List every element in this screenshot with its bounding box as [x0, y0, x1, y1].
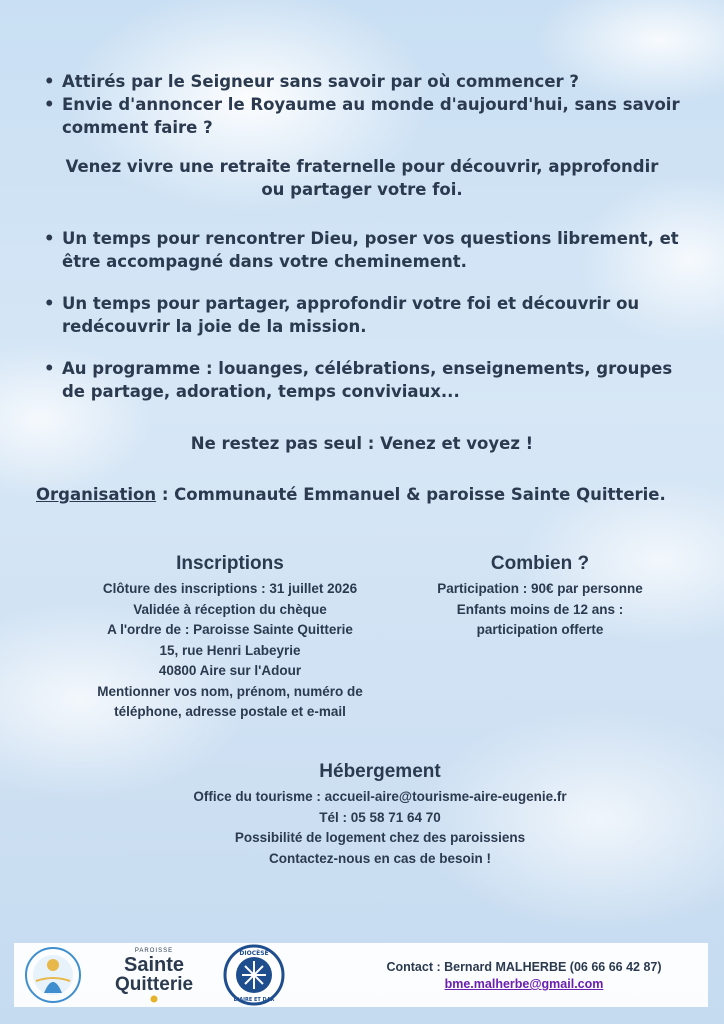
paroisse-logo-small: PAROISSE [134, 948, 174, 954]
inscriptions-line: Clôture des inscriptions : 31 juillet 2026 [102, 581, 358, 596]
contact-email-link[interactable]: bme.malherbe@gmail.com [444, 977, 604, 991]
bullet-item: • Un temps pour partager, approfondir votre foi et découvrir ou redécouvrir la joie de la mission. [44, 292, 694, 338]
diocese-logo [219, 943, 289, 1007]
hebergement-line: Contactez-nous en cas de besoin ! [268, 850, 492, 866]
diocese-seal-icon [223, 944, 285, 1006]
diocese-logo-bottom: D'AIRE ET DAX [233, 997, 275, 1003]
contact-block [344, 959, 704, 993]
call-to-action: Ne restez pas seul : Venez et voyez ! [190, 434, 534, 453]
combien-section [420, 553, 660, 641]
footer-bar [14, 943, 708, 1007]
flower-icon [148, 995, 160, 1003]
hebergement-section [80, 761, 680, 869]
bullet-item: • Un temps pour rencontrer Dieu, poser vos questions librement, et être accompagné dans votre cheminement. [44, 227, 694, 273]
combien-line: participation offerte [476, 622, 604, 637]
bullet-item: • Envie d'annoncer le Royaume au monde d'aujourd'hui, sans savoir comment faire ? [44, 93, 694, 139]
bullet-item: • Au programme : louanges, célébrations, enseignements, groupes de partage, adoration, temps conviviaux... [44, 357, 694, 403]
hebergement-line: Tél : 05 58 71 64 70 [319, 809, 441, 825]
inscriptions-section [60, 553, 400, 723]
inscriptions-title: Inscriptions [176, 553, 284, 574]
details-bullet-list [44, 227, 694, 403]
hebergement-line: Possibilité de logement chez des paroissiens [234, 830, 526, 845]
organisation-text: : Communauté Emmanuel & paroisse Sainte Quitterie. [156, 485, 666, 504]
intro-bullet-list [44, 70, 694, 139]
diocese-logo-top: DIOCÈSE [239, 950, 269, 957]
emmanuel-logo-icon [22, 945, 84, 1005]
organisation-label: Organisation [36, 485, 157, 504]
combien-title: Combien ? [490, 553, 590, 574]
inscriptions-line: Validée à réception du chèque [133, 601, 327, 617]
contact-text: Contact : Bernard MALHERBE (06 66 66 42 87) [386, 960, 662, 974]
inscriptions-line: 15, rue Henri Labeyrie [159, 642, 301, 658]
organisation-line [36, 483, 716, 506]
combien-line: Participation : 90€ par personne [437, 581, 643, 596]
inscriptions-line: 40800 Aire sur l'Adour [158, 663, 302, 678]
paroisse-logo-line2: Quitterie [114, 974, 194, 995]
paroisse-logo-line1: Sainte [123, 954, 185, 976]
hebergement-line: Office du tourisme : accueil-aire@tourisme-aire-eugenie.fr [193, 789, 567, 804]
invitation-text: Venez vivre une retraite fraternelle pour découvrir, approfondir ou partager votre foi. [65, 157, 659, 199]
combien-line: Enfants moins de 12 ans : [456, 601, 624, 617]
emmanuel-logo [18, 943, 88, 1007]
inscriptions-line: téléphone, adresse postale et e-mail [114, 704, 346, 719]
inscriptions-line: A l'ordre de : Paroisse Sainte Quitterie [107, 622, 353, 637]
paroisse-logo [104, 943, 204, 1007]
inscriptions-line: Mentionner vos nom, prénom, numéro de [97, 683, 363, 699]
bullet-item: • Attirés par le Seigneur sans savoir par où commencer ? [44, 70, 694, 93]
hebergement-title: Hébergement [319, 761, 441, 782]
